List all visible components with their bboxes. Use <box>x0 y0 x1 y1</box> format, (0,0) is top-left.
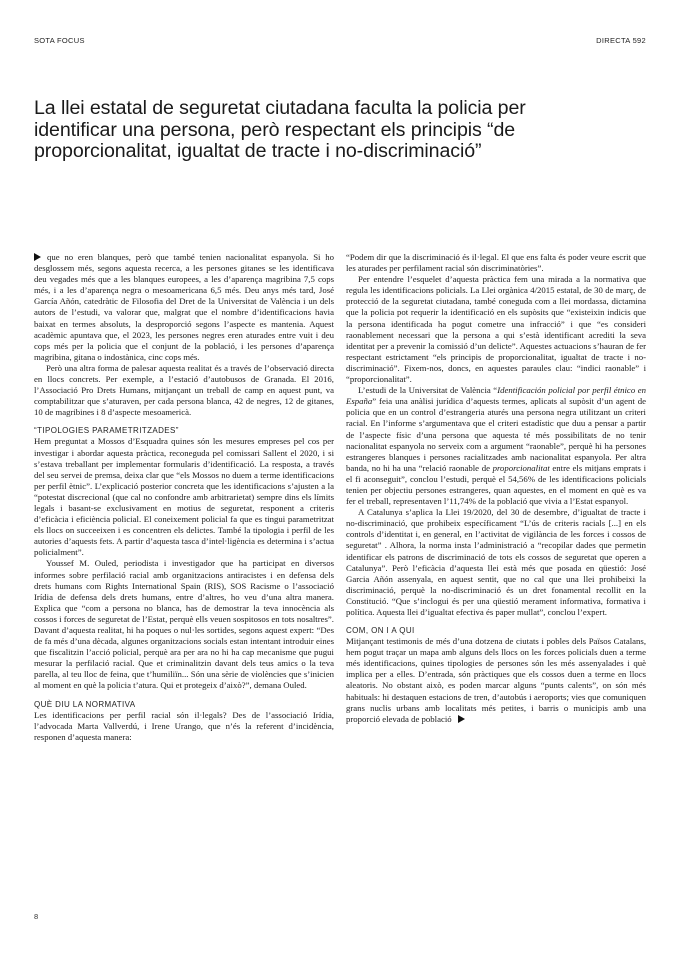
running-head-section: SOTA FOCUS <box>34 36 85 45</box>
italic-term: proporcionalitat <box>492 462 550 473</box>
section-heading-normativa: QUÈ DIU LA NORMATIVA <box>34 699 136 709</box>
paragraph: Però una altra forma de palesar aquesta realitat és a través de l’observació directa en llocs concrets. Per exemple, a l’estació d’autobusos de Granada. El 2016, l’Associació Pro Drets Humans, mitjançant un treball de camp en aquest punt, va comptabilitzar que s’aturaven, per cada persona blanca, 42 de negres, 12 de gitanes, 10 de magribines i 8 d’aspecte mesoamericà. <box>34 362 334 418</box>
text-column-right <box>346 252 646 725</box>
paragraph-text: ” feia una anàlisi jurídica d’aquests termes, aplicats al supòsit d’un agent de policia que en un control d’estrangeria aturés una persona negra utilitzant un criteri racial. En l’informe s’argumentava que el criteri estadístic que duu a pensar a partir de l’aspecte físic d’una persona que aquesta té més possibilitats de no tenir nacionalitat espanyola no serveix com a argument “raonable”, perquè hi ha persones estrangeres blanques i persones racialitzades amb nacionalitat espanyola. Per altra banda, no hi ha una “relació raonable de <box>346 396 646 473</box>
running-head-issue: DIRECTA 592 <box>596 36 646 45</box>
continue-arrow-icon <box>458 715 465 723</box>
article-title: La llei estatal de seguretat ciutadana faculta la policia per identificar una persona, però respectant els principis “de proporcionalitat, igualtat de tracte i no-discriminació” <box>34 97 526 162</box>
paragraph <box>34 252 334 363</box>
paragraph-text: que no eren blanques, però que també tenien nacionalitat espanyola. Si ho desglossem més, segons aquesta recerca, a les persones gitanes se les identificava deu vegades més que a les blanques europees, a les d’aparença magribina 7,5 cops més, i a les d’aparença negra o mesoamericana 6,5 més. Deu anys més tard, José García Añón, catedràtic de Filosofia del Dret de la Universitat de València i un dels autors de l’estudi, va valorar que, malgrat que el nombre d’identificacions havia baixat en termes absoluts, la desproporció segons l’aspecte es mantenia. Aquest acadèmic apuntava que, el 2023, les persones negres eren aturades entre vuit i deu cops més per la policia que el conjunt de la població, i les persones d’aparença magribina, gitana o indostànica, cinc cops més. <box>34 252 334 362</box>
paragraph-text: entre els mitjans emprats i el fi aconseguit”, conclou l’estudi, perquè el 54,56% de les identificacions policials tenien per objectiu persones estrangeres, quan aquestes, en el moment en què es va fer el treball, representaven l’11,74% de la població que vivia a l’Estat espanyol. <box>346 462 646 507</box>
paragraph <box>346 636 646 725</box>
study-title-italic: Identificación policial por perfil étnico en España <box>346 385 646 407</box>
paragraph: Hem preguntat a Mossos d’Esquadra quines són les mesures empreses pel cos per investigar i abordar aquesta pràctica, reconeguda pel comissari Sallent el 2020, i si s’estava treballant per implementar formularis d’identificació. La resposta, a través del seu servei de premsa, deixa clar que “els Mossos no duem a terme identificacions per perfil ètnic”. L’explicació posterior concreta que les identificacions s’ajusten a la “potestat discrecional (que cal no confondre amb arbitrarietat) sempre dins els límits legals i basant-se exclusivament en motius de seguretat, responent a criteris d’eficàcia i eficiència policial. El coneixement policial fa que es tingui parametritzat els llocs on succeeixen i es concentren els delictes. També la tipologia i perfil de les autories d’aquests fets. A partir d’aquesta tasca d’intel·ligència es determina i s’actua policialment”. <box>34 436 334 558</box>
paragraph: Les identificacions per perfil racial són il·legals? Des de l’associació Irídia, l’advocada Marta Vallverdú, i Irene Urango, que n’és la referent d’incidència, responen d’aquesta manera: <box>34 709 334 742</box>
paragraph-text: Mitjançant testimonis de més d’una dotzena de ciutats i pobles dels Països Catalans, hem pogut traçar un mapa amb alguns dels llocs on les forces policials duen a terme més identificacions, quines tipologies de persones són les més assenyalades i què implica per a elles. D’entrada, són pràctiques que els cossos duen a terme en llocs aleatoris. No obstant això, es poden marcar alguns “punts calents”, on són més habituals: hi destaquen estacions de tren, d’autobús i aeroports; vies que comuniquen grans nuclis urbans amb localitats més petites, i barris o municipis amb una proporció elevada de població <box>346 636 646 724</box>
continuation-arrow-icon <box>34 253 41 261</box>
paragraph: A Catalunya s’aplica la Llei 19/2020, del 30 de desembre, d’igualtat de tracte i no-discriminació, que prohibeix específicament “L’ús de criteris racials [...] en els controls d’identitat i, en general, en l’activitat de vigilància de les forces i cossos de seguretat” . Alhora, la norma insta l’administració a “recopilar dades que permetin identificar els patrons de discriminació de tots els cossos de seguretat que operen a Catalunya”. Però l’eficàcia d’aquesta llei està més que posada en qüestió: José Garcia Añón assenyala, en aquest sentit, que no cal que una llei prohibeixi la discriminació, perquè la no-discriminació és un dret fonamental recollit en la Constitució. “Que s’inclogui és per una qüestió merament informativa, formativa i política. Aquesta llei d’igualtat efectiva és paper mullat”, conclou l’expert. <box>346 507 646 617</box>
paragraph: Youssef M. Ouled, periodista i investigador que ha participat en diversos informes sobre perfilació racial amb organitzacions antiracistes i en defensa dels drets humans com Rights International Spain (RIS), SOS Racisme o l’associació Irídia de defensa dels drets humans, entre d’altres, ho veu d’una altra manera. Explica que “com a persona no blanca, has de demostrar la teva innocència als cossos i forces de seguretat de l’Estat, perquè ells veuen sospitosos en tots nosaltres”. Davant d’aquesta realitat, hi ha poques o nul·les sortides, segons aquest expert: “Des de fa més d’una dècada, algunes organitzacions socials estan intentant introduir eines que fiscalitzin l’acció policial, perquè ara per ara no hi ha cap mecanisme que pugui mesurar la perfilació racial. Que et criminalitzin davant dels teus amics o la teva parella, al teu lloc de feina, que t’humiliïn... Són una sèrie de violències que s’inicien al moment en què la policia t’atura. Qui et protegeix d’això?”, demana Ouled. <box>34 558 334 691</box>
section-heading-com-on: COM, ON I A QUI <box>346 626 415 636</box>
paragraph: Per entendre l’esquelet d’aquesta pràctica fem una mirada a la normativa que regula les identificacions policials. La Llei orgànica 4/2015 estatal, de 30 de març, de protecció de la seguretat ciutadana, també coneguda com a llei mordassa, dictamina que la policia pot requerir la identificació en els supòsits que “existeixin indicis que la persona identificada ha pogut cometre una infracció” i que “es consideri raonablement necessari que la persona a qui s’està identificant acrediti la seva identitat per a prevenir la comissió d’un delicte”. Aquestes actuacions s’hauran de fer respectant estrictament “els principis de proporcionalitat, igualtat de tracte i no-discriminació”. Fixem-nos, doncs, en aquestes paraules clau: “indici raonable” i “proporcionalitat”. <box>346 274 646 385</box>
text-column-left <box>34 252 334 743</box>
paragraph-text: L’estudi de la Universitat de València “ <box>358 385 498 396</box>
paragraph: “Podem dir que la discriminació és il·legal. El que ens falta és poder veure escrit que les aturades per perfilament racial són discriminatòries”. <box>346 252 646 274</box>
paragraph <box>346 385 646 507</box>
section-heading-tipologies: “TIPOLOGIES PARAMETRITZADES” <box>34 426 179 436</box>
page-number: 8 <box>34 912 39 921</box>
